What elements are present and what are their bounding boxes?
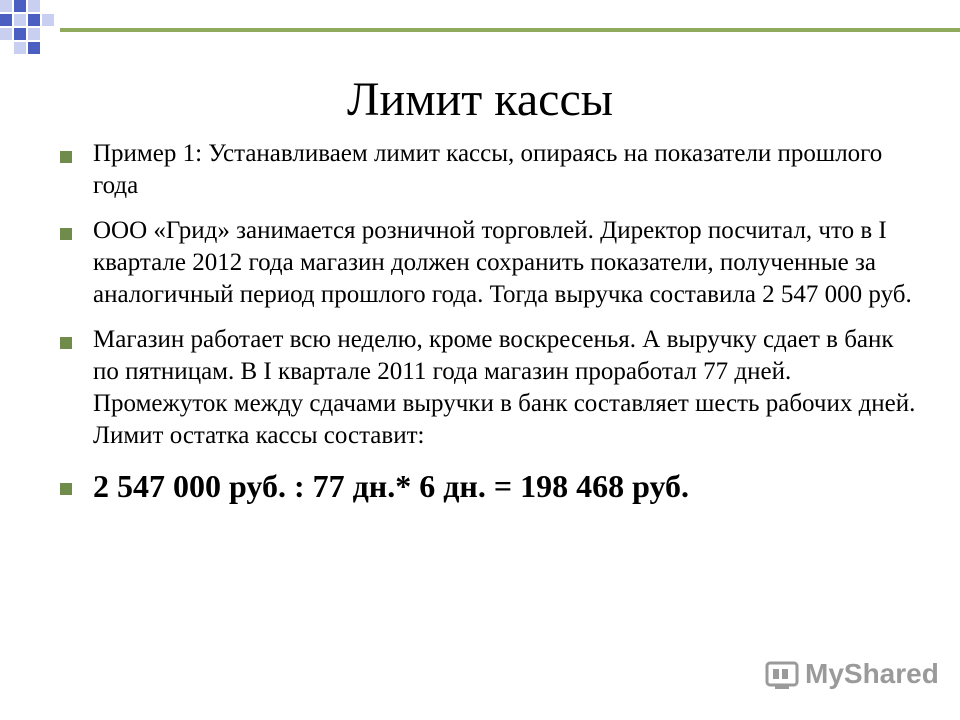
bullet-text: Пример 1: Устанавливаем лимит кассы, опираясь на показатели прошлого года [93, 140, 883, 199]
bullet-list [60, 138, 920, 519]
myshared-watermark [765, 654, 939, 694]
bullet-text: Магазин работает всю неделю, кроме воскресенья. А выручку сдает в банк по пятницам. В I квартале 2011 года магазин проработал 77 дней. Промежуток между сдачами выручки в банк составляет шесть рабочих дней. Лимит остатка кассы составит: [93, 326, 916, 449]
watermark-text: MyShared [805, 658, 939, 689]
slide-title: Лимит кассы [346, 73, 614, 126]
header-accent-line [60, 28, 960, 32]
formula-text: 2 547 000 руб. : 77 дн.* 6 дн. = 198 468 руб. [93, 468, 690, 504]
formula-bullet-item [60, 466, 920, 506]
square-bullet-icon [60, 483, 72, 495]
bullet-text: ООО «Грид» занимается розничной торговлей. Директор посчитал, что в I квартале 2012 года магазин должен сохранить показатели, полученные за аналогичный период прошлого года. Тогда выручка составила 2 547 000 руб. [93, 217, 912, 308]
bullet-item [60, 324, 920, 452]
square-bullet-icon [60, 228, 72, 240]
bullet-item [60, 138, 920, 202]
bullet-item [60, 215, 920, 311]
corner-decoration [0, 0, 960, 60]
myshared-logo-icon [765, 657, 799, 691]
square-bullet-icon [60, 337, 72, 349]
square-bullet-icon [60, 151, 72, 163]
